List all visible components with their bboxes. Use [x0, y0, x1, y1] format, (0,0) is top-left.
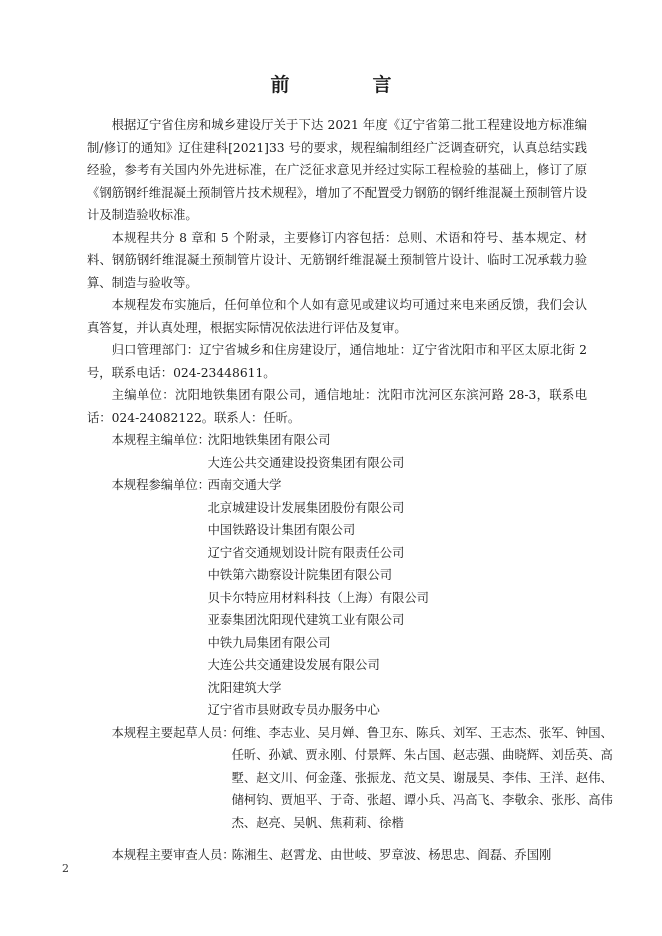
- drafters-line: 杰、赵亮、吴帆、焦莉莉、徐楷: [231, 815, 404, 830]
- participant-unit: 沈阳建筑大学: [207, 680, 282, 695]
- participant-unit: 中铁九局集团有限公司: [207, 635, 331, 650]
- page-number: 2: [62, 862, 69, 875]
- paragraph-background: 根据辽宁省住房和城乡建设厅关于下达 2021 年度《辽宁省第二批工程建设地方标准编制/修订的通知》辽住建科[2021]33 号的要求，规程编制组经广泛调查研究，认真总结实践经验，参考有关国内外先进标准，在广泛征求意见并经过实际工程检验的基础上，修订了原《钢筋钢纤维混凝土预制管片技术规程》，增加了不配置受力钢筋的钢纤维混凝土预制管片设计及制造验收标准。: [87, 118, 587, 222]
- drafters-line: 任昕、孙斌、贾永刚、付景辉、朱占国、赵志强、曲晓辉、刘岳英、高: [231, 748, 613, 762]
- reviewers-label: 本规程主要审查人员：: [111, 848, 235, 862]
- reviewers-names: 陈湘生、赵霄龙、由世岐、罗章波、杨思忠、阎磊、乔国刚: [231, 848, 552, 862]
- reviewers-block: [87, 844, 587, 867]
- participant-unit: 大连公共交通建设发展有限公司: [207, 658, 380, 672]
- drafters-label: 本规程主要起草人员：: [111, 725, 235, 740]
- paragraph-feedback: 本规程发布实施后，任何单位和个人如有意见或建议均可通过来电来函反馈，我们会认真答复，并认真处理，根据实际情况依法进行评估及复审。: [87, 298, 587, 335]
- paragraph-chief-unit-contact: 主编单位：沈阳地铁集团有限公司，通信地址：沈阳市沈河区东滨河路 28-3，联系电话：024-24082122。联系人：任昕。: [87, 388, 587, 425]
- preface-body: [87, 114, 613, 867]
- paragraph-management-dept: 归口管理部门：辽宁省城乡和住房建设厅，通信地址：辽宁省沈阳市和平区太原北街 2 号，联系电话：024-23448611。: [87, 343, 587, 380]
- participant-unit: 北京城建设计发展集团股份有限公司: [207, 500, 405, 515]
- participant-label: 本规程参编单位：: [111, 478, 210, 492]
- participant-unit: 辽宁省交通规划设计院有限责任公司: [207, 545, 405, 560]
- participant-unit: 中国铁路设计集团有限公司: [207, 523, 356, 537]
- participant-unit: 亚泰集团沈阳现代建筑工业有限公司: [207, 613, 405, 627]
- chief-editor-units: [87, 429, 587, 474]
- participant-unit: 贝卡尔特应用材料科技（上海）有限公司: [207, 590, 429, 605]
- participant-unit: 西南交通大学: [207, 478, 282, 492]
- chief-editor-unit: 沈阳地铁集团有限公司: [207, 433, 331, 447]
- participant-unit: 中铁第六勘察设计院集团有限公司: [207, 568, 393, 582]
- page-title: 前 言: [270, 74, 424, 96]
- paragraph-contents: 本规程共分 8 章和 5 个附录，主要修订内容包括：总则、术语和符号、基本规定、材料、钢筋钢纤维混凝土预制管片设计、无筋钢纤维混凝土预制管片设计、临时工况承载力验算、制造与验收等。: [87, 230, 587, 290]
- drafters-block: [87, 722, 613, 835]
- drafters-line: 储柯钧、贾旭平、于奇、张超、谭小兵、冯高飞、李敬余、张彤、高伟: [231, 793, 613, 807]
- chief-editor-unit: 大连公共交通建设投资集团有限公司: [207, 455, 405, 470]
- chief-editor-label: 本规程主编单位：: [111, 433, 210, 447]
- participant-unit: 辽宁省市县财政专员办服务中心: [207, 703, 380, 717]
- drafters-line: 何维、李志业、吴月婵、鲁卫东、陈兵、刘军、王志杰、张军、钟国、: [231, 725, 613, 740]
- drafters-line: 墅、赵文川、何金蓬、张振龙、范文昊、谢晟昊、李伟、王洋、赵伟、: [231, 770, 613, 785]
- participant-units: [87, 474, 587, 722]
